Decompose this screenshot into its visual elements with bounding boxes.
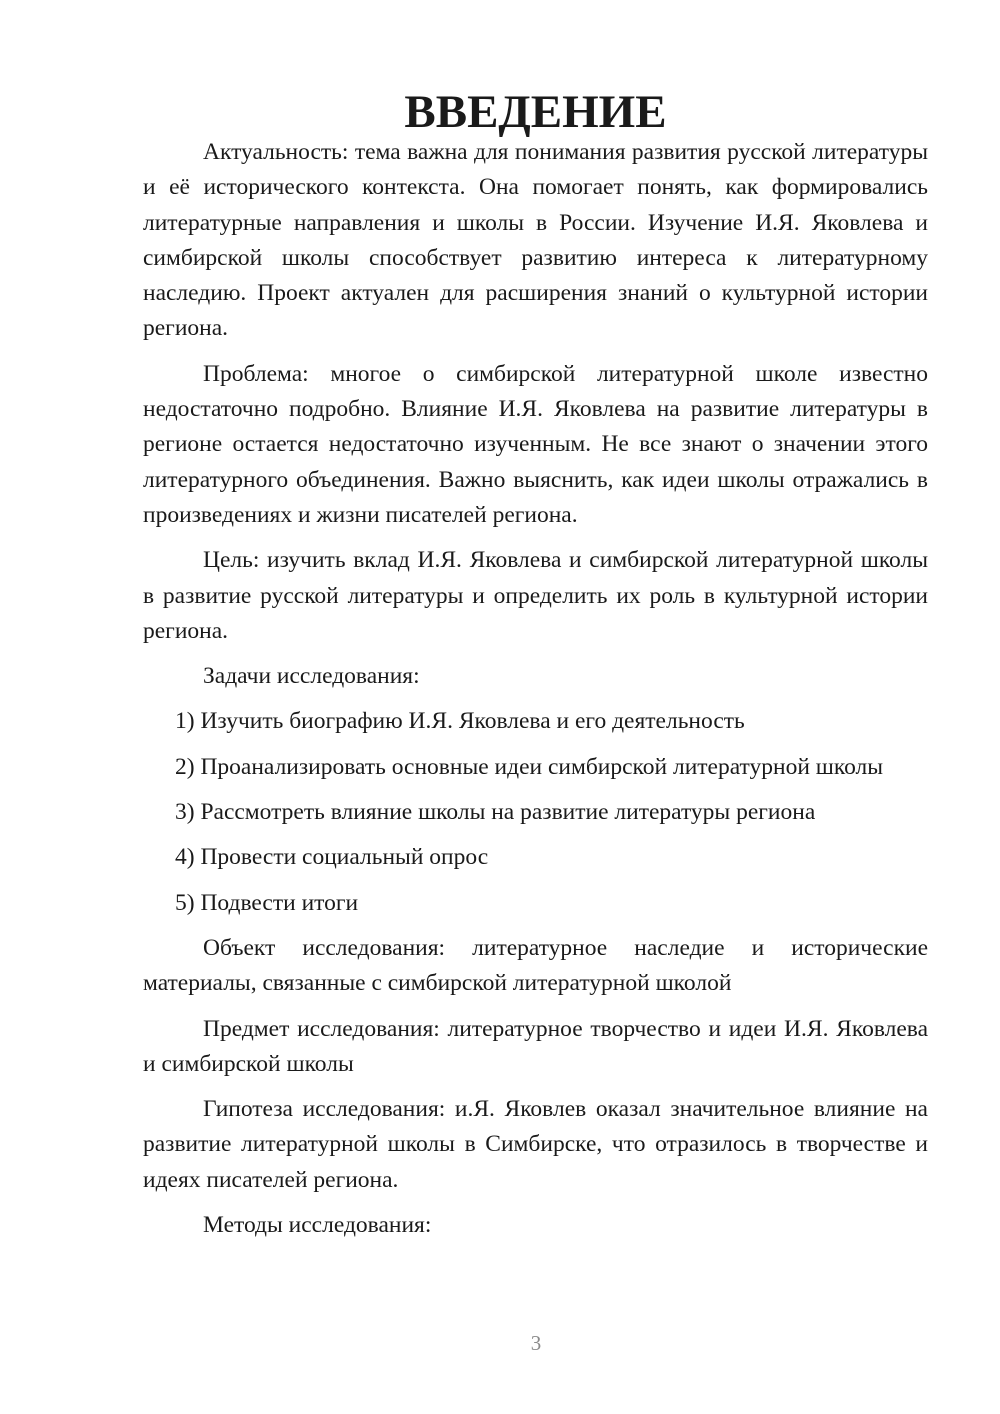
paragraph-goal: Цель: изучить вклад И.Я. Яковлева и симбирской литературной школы в развитие русской литературы и определить их роль в культурной истории региона. (143, 547, 928, 644)
task-item-5: 5) Подвести итоги (175, 889, 359, 916)
paragraph-problem: Проблема: многое о симбирской литературной школе известно недостаточно подробно. Влияние И.Я. Яковлева на развитие литературы в регионе остается недостаточно изученным. Не все знают о значении этого литературного объединения. Важно выяснить, как идеи школы отражались в произведениях и жизни писателей региона. (143, 360, 928, 528)
task-item-1: 1) Изучить биографию И.Я. Яковлева и его деятельность (175, 708, 745, 735)
paragraph-subject: Предмет исследования: литературное творчество и идеи И.Я. Яковлева и симбирской школы (143, 1015, 928, 1077)
paragraph-relevance: Актуальность: тема важна для понимания развития русской литературы и её исторического контекста. Она помогает понять, как формировались литературные направления и школы в России. Изучение И.Я. Яковлева и симбирской школы способствует развитию интереса к литературному наследию. Проект актуален для расширения знаний о культурной истории региона. (143, 139, 928, 342)
task-list (143, 704, 928, 920)
paragraph-methods-heading: Методы исследования: (203, 1212, 432, 1239)
task-item-3: 3) Рассмотреть влияние школы на развитие литературы региона (175, 799, 816, 826)
section-title: ВВЕДЕНИЕ (404, 86, 667, 138)
task-item-2: 2) Проанализировать основные идеи симбирской литературной школы (175, 753, 884, 780)
paragraph-hypothesis: Гипотеза исследования: и.Я. Яковлев оказал значительное влияние на развитие литературной школы в Симбирске, что отразилось в творчестве и идеях писателей региона. (143, 1096, 928, 1193)
task-item-4: 4) Провести социальный опрос (175, 844, 489, 871)
paragraph-object: Объект исследования: литературное наследие и исторические материалы, связанные с симбирской литературной школой (143, 934, 928, 997)
page-content (143, 86, 928, 1253)
page-number: 3 (530, 1331, 542, 1355)
paragraph-tasks-heading: Задачи исследования: (203, 663, 420, 690)
